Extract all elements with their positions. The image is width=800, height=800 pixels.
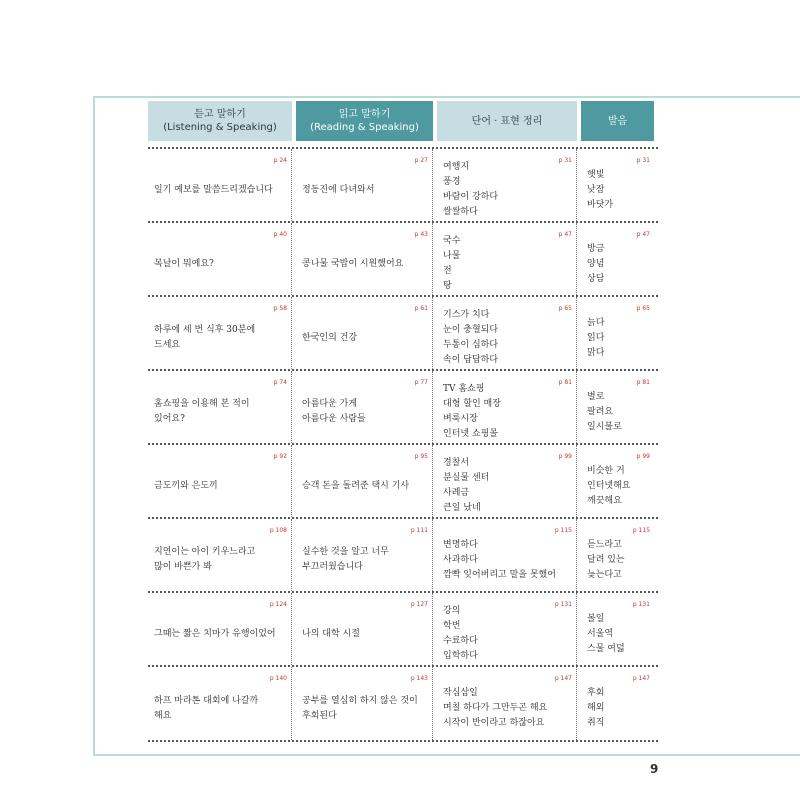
table-row <box>148 147 658 221</box>
cell-reading <box>296 667 433 740</box>
table-header-row <box>148 101 658 141</box>
cell-listening <box>148 593 292 665</box>
cell-text-line: 학번 <box>443 621 461 631</box>
cell-text-line: 승객 돈을 돌려준 택시 기사 <box>302 480 410 491</box>
cell-text-line: 팔려요 <box>587 406 614 417</box>
cell-text-line: 경찰서 <box>443 458 470 468</box>
cell-listening <box>148 519 292 591</box>
cell-text-line: 벼룩시장 <box>443 414 478 424</box>
cell-text-line: 쌀쌀하다 <box>443 207 478 217</box>
header-pronunciation-title: 발음 <box>607 115 628 127</box>
header-pronunciation <box>581 101 654 141</box>
page-ref: p 131 <box>632 601 650 608</box>
cell-text-line: 사례금 <box>443 488 470 498</box>
cell-text-line: 두통이 심하다 <box>443 340 499 350</box>
table-row <box>148 665 658 742</box>
cell-text-line: 기스가 치다 <box>443 310 490 320</box>
cell-text-line: 후회된다 <box>302 710 337 721</box>
table-row <box>148 295 658 369</box>
cell-text-line: 인터넷 쇼핑몰 <box>443 429 499 439</box>
cell-reading <box>296 445 433 517</box>
cell-text-line: 변명하다 <box>443 539 478 550</box>
cell-reading <box>296 371 433 443</box>
cell-vocab <box>437 445 577 517</box>
cell-text-line: 깜빡 잊어버리고 말을 못했어 <box>443 569 556 580</box>
cell-text-line: 후회 <box>587 688 605 698</box>
page-ref: p 47 <box>558 231 572 238</box>
page-ref: p 127 <box>410 601 428 608</box>
cell-vocab <box>437 371 577 443</box>
cell-text-line: 늦는다고 <box>587 569 622 580</box>
page-ref: p 143 <box>410 675 428 682</box>
cell-text-line: 정동진에 다녀와서 <box>302 184 375 195</box>
cell-text-line: 나의 대학 시절 <box>302 628 360 639</box>
cell-text-line: 작심삼일 <box>443 688 478 698</box>
page-ref: p 115 <box>632 527 650 534</box>
cell-text-line: 분실물 센터 <box>443 473 490 483</box>
cell-vocab <box>437 667 577 740</box>
cell-pron <box>581 667 654 740</box>
page-ref: p 147 <box>632 675 650 682</box>
page-ref: p 115 <box>554 527 572 534</box>
header-reading-subtitle: (Reading & Speaking) <box>310 122 419 133</box>
cell-text-line: 방금 <box>587 243 605 254</box>
cell-reading <box>296 149 433 221</box>
page-ref: p 24 <box>273 157 287 164</box>
table-body <box>148 147 658 742</box>
page-ref: p 99 <box>558 453 572 460</box>
page-ref: p 65 <box>558 305 572 312</box>
cell-text-line: 전 <box>443 266 452 276</box>
cell-text-line: 서울역 <box>587 628 614 639</box>
cell-listening <box>148 223 292 295</box>
header-vocab-title: 단어 · 표현 정리 <box>471 115 543 127</box>
cell-reading <box>296 519 433 591</box>
cell-text-line: 비슷한 거 <box>587 465 625 476</box>
cell-pron <box>581 223 654 295</box>
cell-text-line: 시작이 반이라고 하잖아요 <box>443 718 545 728</box>
page-ref: p 95 <box>414 453 428 460</box>
cell-text-line: 속이 답답하다 <box>443 355 499 365</box>
page-ref: p 31 <box>558 157 572 164</box>
page-ref: p 65 <box>636 305 650 312</box>
curriculum-table <box>148 101 658 742</box>
header-reading <box>296 101 433 141</box>
cell-text-line: 여행지 <box>443 162 470 172</box>
cell-text-line: 있어요? <box>154 414 185 424</box>
page-ref: p 99 <box>636 453 650 460</box>
cell-vocab <box>437 297 577 369</box>
table-row <box>148 221 658 295</box>
page-ref: p 61 <box>414 305 428 312</box>
page-ref: p 108 <box>269 527 287 534</box>
cell-text-line: TV 홈쇼핑 <box>443 384 485 394</box>
cell-pron <box>581 371 654 443</box>
cell-text-line: 하루에 세 번 식후 30분에 <box>154 325 256 335</box>
cell-vocab <box>437 593 577 665</box>
cell-text-line: 콩나물 국밥이 시원했어요 <box>302 258 404 269</box>
cell-pron <box>581 445 654 517</box>
page-ref: p 111 <box>410 527 428 534</box>
header-listening-subtitle: (Listening & Speaking) <box>163 122 277 133</box>
table-row <box>148 369 658 443</box>
cell-text-line: 햇빛 <box>587 169 605 180</box>
cell-text-line: 낮잠 <box>587 184 605 195</box>
cell-text-line: 눈이 충혈되다 <box>443 325 499 335</box>
cell-text-line: 볼일 <box>587 613 605 624</box>
cell-text-line: 듣느라고 <box>587 539 622 550</box>
frame-top-border <box>93 96 800 98</box>
header-reading-title: 읽고 말하기 <box>338 109 391 120</box>
cell-pron <box>581 149 654 221</box>
frame-bottom-border <box>93 754 800 756</box>
table-row <box>148 591 658 665</box>
cell-text-line: 늙다 <box>587 317 605 328</box>
cell-text-line: 해요 <box>154 710 172 721</box>
cell-text-line: 강의 <box>443 606 461 616</box>
cell-text-line: 바닷가 <box>587 199 614 210</box>
page-ref: p 58 <box>273 305 287 312</box>
cell-pron <box>581 593 654 665</box>
cell-text-line: 별로 <box>587 391 605 402</box>
cell-text-line: 그때는 짧은 치마가 유행이었어 <box>154 628 276 639</box>
cell-text-line: 상담 <box>587 273 605 284</box>
cell-text-line: 일기 예보를 말씀드리겠습니다 <box>154 184 273 195</box>
cell-text-line: 국수 <box>443 236 461 246</box>
cell-text-line: 아름다운 사람들 <box>302 414 366 424</box>
cell-text-line: 일시불로 <box>587 421 622 432</box>
cell-text-line: 해외 <box>587 703 605 713</box>
cell-text-line: 읽다 <box>587 332 605 343</box>
page-ref: p 140 <box>269 675 287 682</box>
cell-text-line: 수료하다 <box>443 636 478 646</box>
cell-text-line: 바람이 강하다 <box>443 192 499 202</box>
header-listening-title: 듣고 말하기 <box>194 109 246 120</box>
cell-listening <box>148 667 292 740</box>
cell-text-line: 며칠 하다가 그만두곤 해요 <box>443 703 548 713</box>
cell-text-line: 많이 바쁜가 봐 <box>154 562 212 572</box>
page-ref: p 74 <box>273 379 287 386</box>
cell-text-line: 인터넷해요 <box>587 480 631 491</box>
page-ref: p 77 <box>414 379 428 386</box>
cell-text-line: 지연이는 아이 키우느라고 <box>154 547 256 557</box>
cell-text-line: 맑다 <box>587 347 605 358</box>
cell-text-line: 대형 할인 매장 <box>443 399 501 409</box>
cell-text-line: 한국인의 건강 <box>302 332 358 343</box>
cell-text-line: 홈쇼핑을 이용해 본 적이 <box>154 399 250 409</box>
cell-text-line: 부끄러웠습니다 <box>302 562 363 572</box>
cell-listening <box>148 445 292 517</box>
frame-left-border <box>93 96 95 755</box>
cell-listening <box>148 297 292 369</box>
page-ref: p 47 <box>636 231 650 238</box>
cell-reading <box>296 223 433 295</box>
header-listening <box>148 101 292 141</box>
page-ref: p 81 <box>636 379 650 386</box>
cell-text-line: 깨끗해요 <box>587 495 622 506</box>
cell-text-line: 탕 <box>443 281 452 291</box>
cell-text-line: 금도끼와 은도끼 <box>154 480 218 491</box>
page-ref: p 131 <box>554 601 572 608</box>
cell-text-line: 사과하다 <box>443 554 478 565</box>
page-ref: p 124 <box>269 601 287 608</box>
page-ref: p 43 <box>414 231 428 238</box>
cell-reading <box>296 297 433 369</box>
cell-text-line: 스물 여덟 <box>587 643 625 654</box>
cell-vocab <box>437 519 577 591</box>
cell-text-line: 취직 <box>587 718 605 728</box>
page-ref: p 27 <box>414 157 428 164</box>
table-row <box>148 517 658 591</box>
page-ref: p 31 <box>636 157 650 164</box>
page-number: 9 <box>650 762 659 776</box>
page-ref: p 81 <box>558 379 572 386</box>
cell-text-line: 아름다운 가게 <box>302 399 358 409</box>
cell-text-line: 복날이 뭐예요? <box>154 258 214 269</box>
cell-text-line: 나물 <box>443 251 461 261</box>
cell-text-line: 풍경 <box>443 177 461 187</box>
cell-text-line: 달려 있는 <box>587 554 625 565</box>
cell-listening <box>148 149 292 221</box>
cell-reading <box>296 593 433 665</box>
cell-vocab <box>437 149 577 221</box>
cell-pron <box>581 297 654 369</box>
page-ref: p 40 <box>273 231 287 238</box>
header-vocab <box>437 101 577 141</box>
cell-text-line: 드세요 <box>154 340 181 350</box>
table-row <box>148 443 658 517</box>
cell-text-line: 공부를 열심히 하지 않은 것이 <box>302 695 418 706</box>
page-ref: p 147 <box>554 675 572 682</box>
cell-text-line: 하프 마라톤 대회에 나갈까 <box>154 695 259 706</box>
cell-pron <box>581 519 654 591</box>
page-ref: p 92 <box>273 453 287 460</box>
cell-listening <box>148 371 292 443</box>
cell-text-line: 실수한 것을 알고 너무 <box>302 547 389 557</box>
cell-text-line: 입학하다 <box>443 651 478 661</box>
cell-vocab <box>437 223 577 295</box>
cell-text-line: 큰일 났네 <box>443 503 481 513</box>
cell-text-line: 양념 <box>587 258 605 269</box>
